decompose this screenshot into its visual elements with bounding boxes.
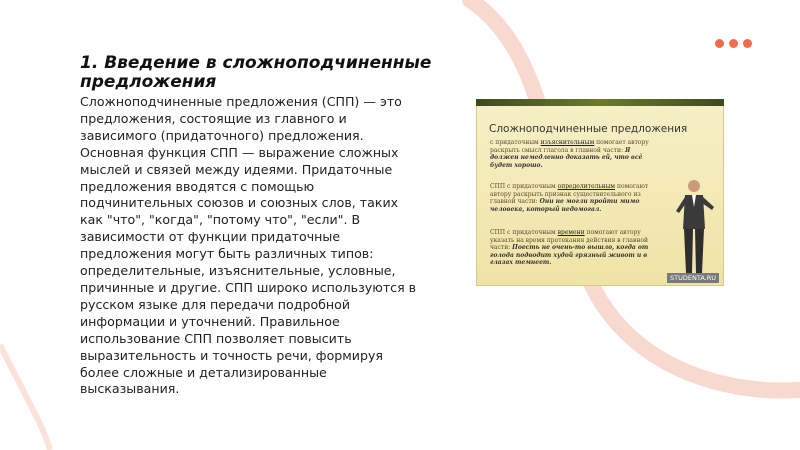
presenter-figure-icon bbox=[672, 177, 716, 277]
dots-menu-icon bbox=[715, 39, 752, 48]
intro-paragraph: Сложноподчиненные предложения (СПП) — это предложения, состоящие из главного и зависимого (придаточного) предложения. Основная функция СПП — выражение сложных мыслей и связей между идеями. Придаточные предложения вводятся с помощью подчинительных союзов и союзных слов, таких как "что", "когда", "потому что", "если". В зависимости от функции придаточные предложения могут быть различных типов: определительные, изъяснительные, условные, причинные и другие. СПП широко используются в русском языке для передачи подробной информации и уточнений. Правильное использование СПП позволяет повысить выразительность и точность речи, формируя более сложные и детализированные высказывания. bbox=[80, 94, 417, 397]
illustration-slide bbox=[476, 99, 724, 286]
illustration-item: СПП с придаточным времени помогают автору указать на время протекания действия в главной части: Поесть не очень-то вышло, когда от голода подводит худой грязный живот и в глазах темнеет. bbox=[490, 229, 649, 267]
watermark-logo: STUDENTA.RU bbox=[667, 273, 719, 283]
illustration-title: Сложноподчиненные предложения bbox=[489, 123, 688, 135]
illustration-item: с придаточным изъяснительным помогает автору раскрыть смысл глагола в главной части: Я должен немедленно доказать ей, что всё будет хорошо. bbox=[490, 139, 649, 169]
slide-top-bar bbox=[476, 99, 724, 106]
slide-heading: 1. Введение в сложноподчиненные предложения bbox=[80, 53, 432, 92]
illustration-item: СПП с придаточным определительным помогают автору раскрыть признак существительного из главной части: Они не могли пройти мимо человека, который недомогал. bbox=[490, 183, 649, 213]
